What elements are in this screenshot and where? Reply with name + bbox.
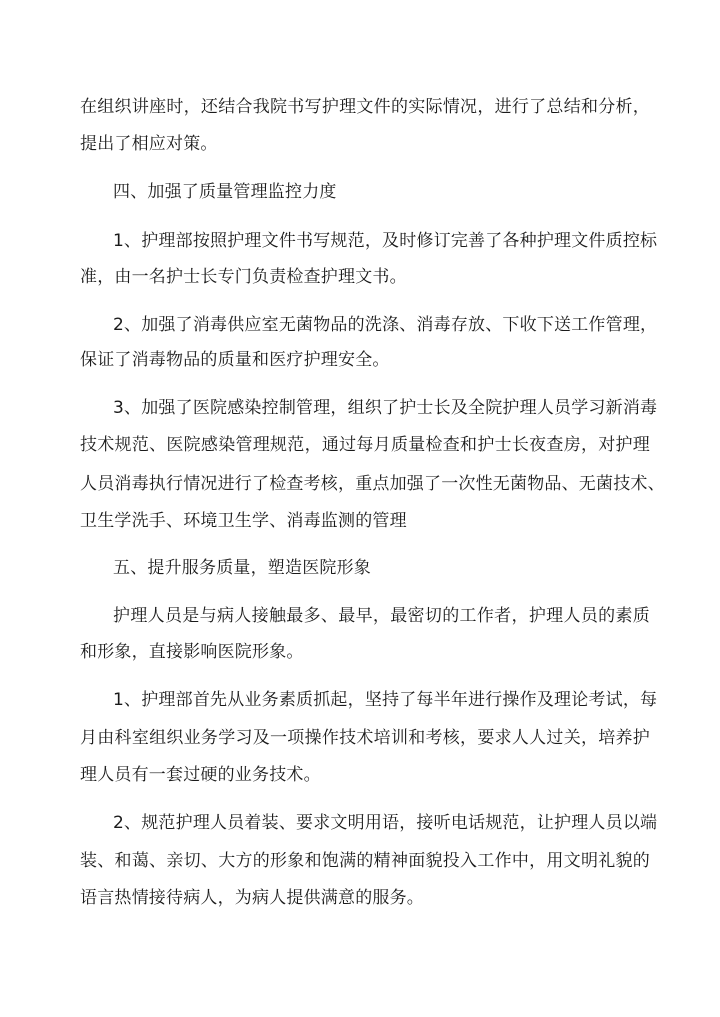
paragraph-line: 1、护理部首先从业务素质抓起，坚持了每半年进行操作及理论考试，每 xyxy=(113,690,658,710)
paragraph-line: 护理人员是与病人接触最多、最早，最密切的工作者，护理人员的素质 xyxy=(113,606,650,626)
paragraph-line: 保证了消毒物品的质量和医疗护理安全。 xyxy=(80,350,390,370)
paragraph-line: 3、加强了医院感染控制管理，组织了护士长及全院护理人员学习新消毒 xyxy=(113,398,658,418)
section-heading: 五、提升服务质量，塑造医院形象 xyxy=(113,558,371,578)
paragraph-line: 在组织讲座时，还结合我院书写护理文件的实际情况，进行了总结和分析， xyxy=(80,97,650,117)
section-heading: 四、加强了质量管理监控力度 xyxy=(113,182,337,202)
paragraph-line: 准，由一名护士长专门负责检查护理文书。 xyxy=(80,267,407,287)
paragraph-line: 技术规范、医院感染管理规范，通过每月质量检查和护士长夜查房，对护理 xyxy=(80,435,650,455)
paragraph-line: 理人员有一套过硬的业务技术。 xyxy=(80,765,321,785)
paragraph-line: 卫生学洗手、环境卫生学、消毒监测的管理 xyxy=(80,511,407,531)
paragraph-line: 月由科室组织业务学习及一项操作技术培训和考核，要求人人过关，培养护 xyxy=(80,728,650,748)
paragraph-line: 和形象，直接影响医院形象。 xyxy=(80,642,304,662)
paragraph-line: 语言热情接待病人，为病人提供满意的服务。 xyxy=(80,888,424,908)
paragraph-line: 2、加强了消毒供应室无菌物品的洗涤、消毒存放、下收下送工作管理， xyxy=(113,315,658,335)
paragraph-line: 提出了相应对策。 xyxy=(80,134,218,154)
paragraph-line: 人员消毒执行情况进行了检查考核，重点加强了一次性无菌物品、无菌技术、 xyxy=(80,474,665,494)
paragraph-line: 1、护理部按照护理文件书写规范，及时修订完善了各种护理文件质控标 xyxy=(113,231,658,251)
paragraph-line: 装、和蔼、亲切、大方的形象和饱满的精神面貌投入工作中，用文明礼貌的 xyxy=(80,851,650,871)
paragraph-line: 2、规范护理人员着装、要求文明用语，接听电话规范，让护理人员以端 xyxy=(113,813,658,833)
